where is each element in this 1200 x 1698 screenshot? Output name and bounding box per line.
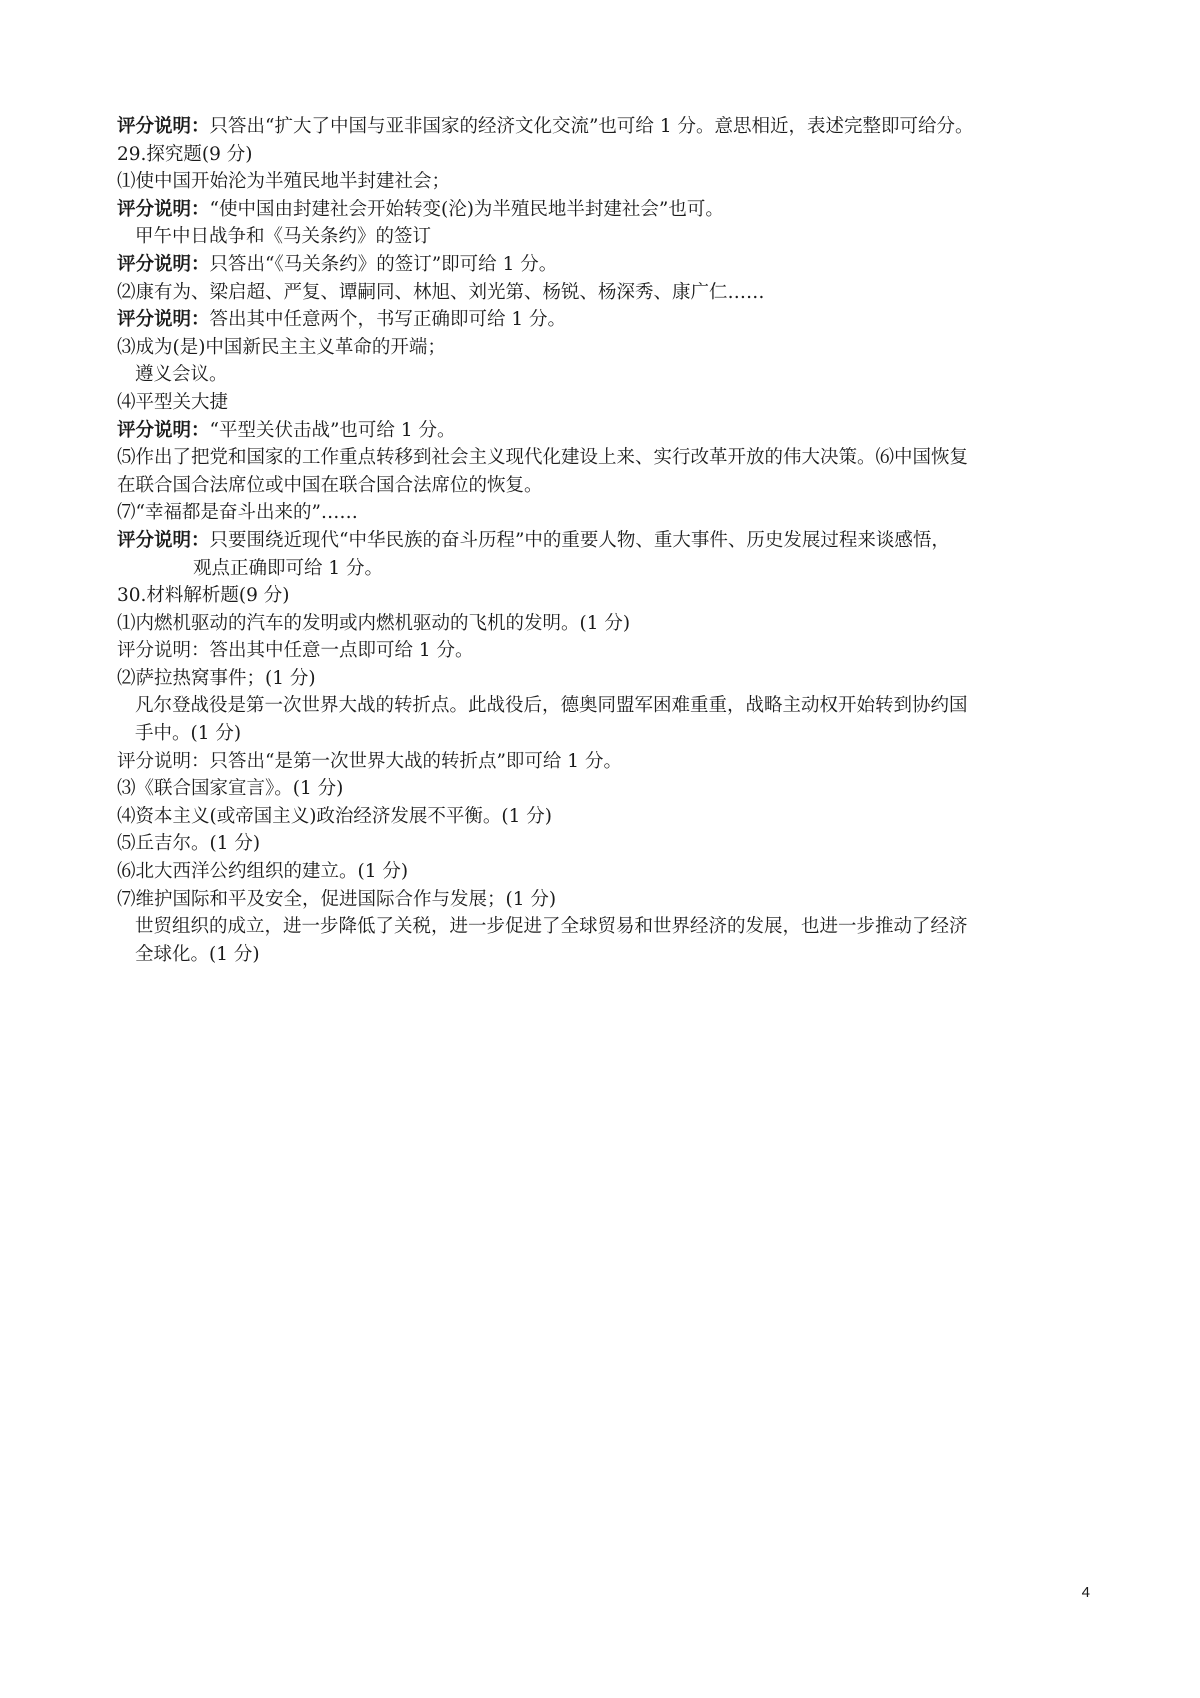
scoring-note-label: 评分说明： <box>117 529 210 551</box>
answer-30-6: ⑹北大西洋公约组织的建立。(1 分) <box>117 861 409 883</box>
answer-29-1: ⑴使中国开始沦为半殖民地半封建社会； <box>117 171 451 193</box>
scoring-note-text: “使中国由封建社会开始转变(沦)为半殖民地半封建社会”也可。 <box>209 198 724 220</box>
scoring-note-label: 评分说明： <box>117 116 210 137</box>
scoring-note-cont: 观点正确即可给 1 分。 <box>193 557 384 579</box>
answer-29-1-event: 甲午中日战争和《马关条约》的签订 <box>135 226 432 248</box>
answer-29-3-meeting: 遵义会议。 <box>135 364 228 386</box>
scoring-note <box>117 417 1102 445</box>
answer-29-3: ⑶成为(是)中国新民主主义革命的开端； <box>117 336 446 358</box>
page-number: 4 <box>1081 1584 1090 1601</box>
scoring-note <box>117 306 1102 334</box>
answer-29-5-6: ⑸作出了把党和国家的工作重点转移到社会主义现代化建设上来、实行改革开放的伟大决策。⑹中国恢复 <box>117 447 969 469</box>
answer-30-7-wto-cont: 全球化。(1 分) <box>135 943 260 965</box>
scoring-note-label: 评分说明： <box>117 198 210 220</box>
answer-29-6-cont: 在联合国合法席位或中国在联合国合法席位的恢复。 <box>117 474 543 496</box>
scoring-note-text: “平型关伏击战”也可给 1 分。 <box>209 419 456 441</box>
question-29-heading: 29.探究题(9 分) <box>117 143 253 165</box>
scoring-note <box>117 196 1102 224</box>
scoring-note-text: 只答出“扩大了中国与亚非国家的经济文化交流”也可给 1 分。意思相近，表述完整即可给分。 <box>209 116 974 137</box>
scoring-note-text: 答出其中任意两个，书写正确即可给 1 分。 <box>209 309 567 331</box>
answer-29-7: ⑺“幸福都是奋斗出来的”…… <box>117 502 358 524</box>
scoring-note-text: 只答出“《马关条约》的签订”即可给 1 分。 <box>209 253 558 275</box>
answer-30-2-verdun-cont: 手中。(1 分) <box>135 723 242 745</box>
scoring-note-plain: 评分说明：答出其中任意一点即可给 1 分。 <box>117 640 474 662</box>
answer-30-5: ⑸丘吉尔。(1 分) <box>117 833 261 855</box>
answer-30-4: ⑷资本主义(或帝国主义)政治经济发展不平衡。(1 分) <box>117 805 553 827</box>
scoring-note-label: 评分说明： <box>117 253 210 275</box>
answer-30-1: ⑴内燃机驱动的汽车的发明或内燃机驱动的飞机的发明。(1 分) <box>117 612 631 634</box>
scoring-note-plain: 评分说明：只答出“是第一次世界大战的转折点”即可给 1 分。 <box>117 750 622 772</box>
answer-29-2: ⑵康有为、梁启超、严复、谭嗣同、林旭、刘光第、杨锐、杨深秀、康广仁…… <box>117 281 765 303</box>
answer-30-7-wto: 世贸组织的成立，进一步降低了关税，进一步促进了全球贸易和世界经济的发展，也进一步推动了经济 <box>135 916 968 938</box>
scoring-note-label: 评分说明： <box>117 419 210 441</box>
answer-30-7: ⑺维护国际和平及安全，促进国际合作与发展；(1 分) <box>117 888 557 910</box>
scoring-note-label: 评分说明： <box>117 309 210 331</box>
answer-30-2: ⑵萨拉热窝事件；(1 分) <box>117 667 316 689</box>
answer-29-4: ⑷平型关大捷 <box>117 391 229 413</box>
scoring-note-text: 只要围绕近现代“中华民族的奋斗历程”中的重要人物、重大事件、历史发展过程来谈感悟， <box>209 529 950 551</box>
scoring-note <box>117 113 1102 141</box>
question-30-heading: 30.材料解析题(9 分) <box>117 585 290 607</box>
scoring-note <box>117 527 1102 555</box>
scoring-note <box>117 251 1102 279</box>
answer-30-2-verdun: 凡尔登战役是第一次世界大战的转折点。此战役后，德奥同盟军困难重重，战略主动权开始转到协约国 <box>135 695 968 717</box>
answer-key-content <box>117 113 1102 968</box>
answer-30-3: ⑶《联合国家宣言》。(1 分) <box>117 778 344 800</box>
